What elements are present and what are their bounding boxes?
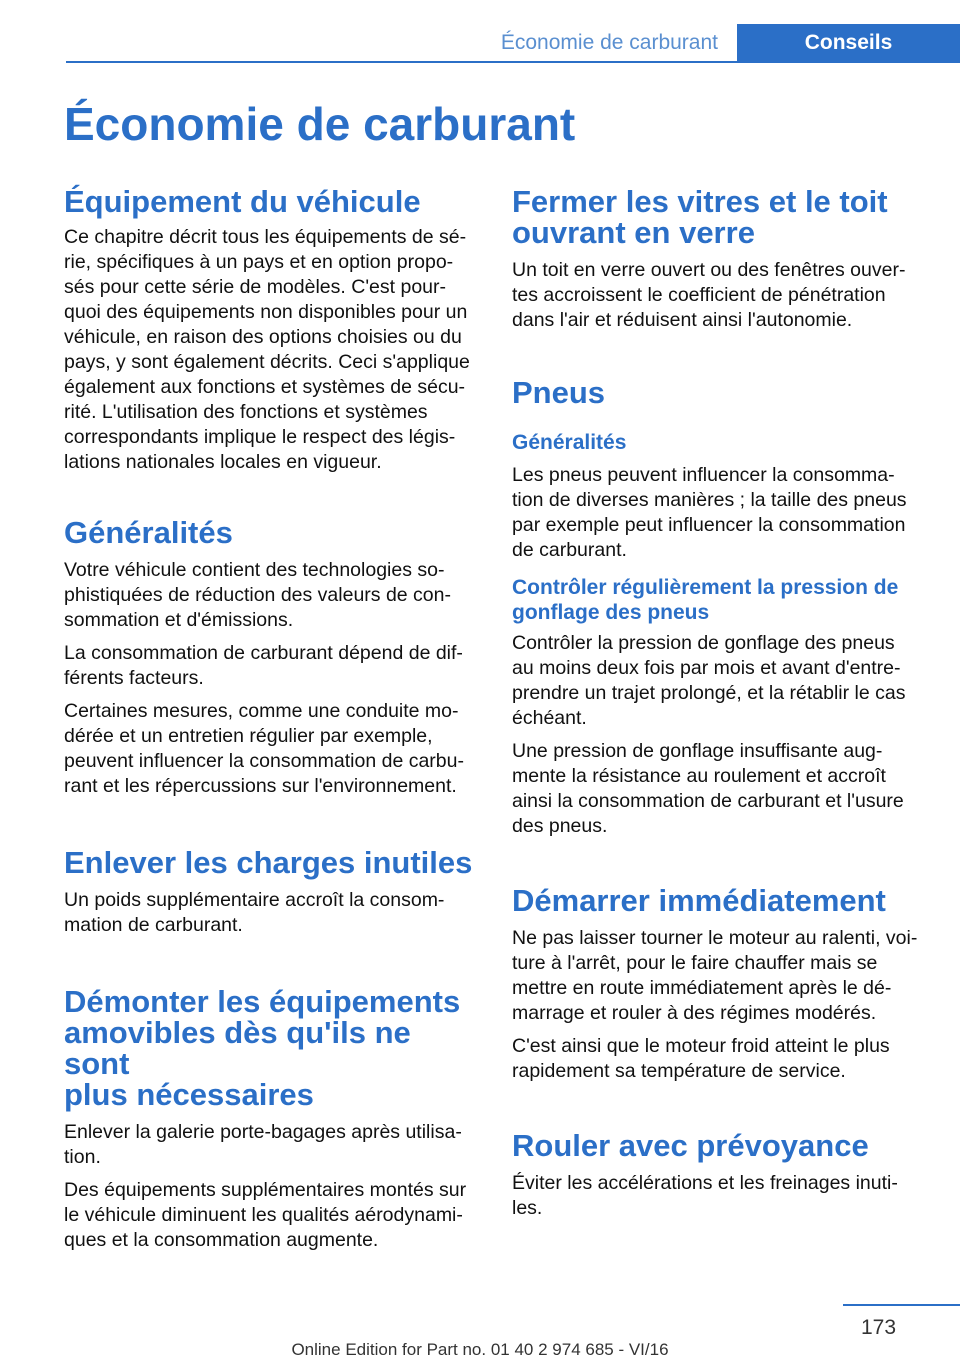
- body-text-line: au moins deux fois par mois et avant d'entre‐: [512, 657, 901, 679]
- header-chapter-tab: Conseils: [737, 24, 960, 62]
- body-text-line: Votre véhicule contient des technologies so‐: [64, 559, 445, 581]
- section-heading: Équipement du véhicule: [64, 184, 421, 219]
- body-text-line: Certaines mesures, comme une conduite mo‐: [64, 700, 459, 722]
- body-text-line: Un toit en verre ouvert ou des fenêtres ouver‐: [512, 259, 906, 281]
- right-column: [512, 180, 927, 1221]
- subsection-heading: Contrôler régulièrement la pression de: [512, 576, 899, 599]
- body-text-line: mente la résistance au roulement et accroît: [512, 765, 886, 787]
- section-heading: Généralités: [64, 515, 233, 550]
- body-text-line: de carburant.: [512, 539, 627, 561]
- body-text-line: ainsi la consommation de carburant et l'usure: [512, 790, 904, 812]
- body-text-line: Un poids supplémentaire accroît la consom‐: [64, 889, 445, 911]
- body-text-line: pays, y sont également décrits. Ceci s'applique: [64, 351, 470, 373]
- body-text-line: Ce chapitre décrit tous les équipements de sé‐: [64, 226, 467, 248]
- body-text-line: ture à l'arrêt, pour le faire chauffer mais se: [512, 952, 878, 974]
- header-rule: [66, 61, 960, 63]
- section-heading: Enlever les charges inutiles: [64, 845, 473, 880]
- section-heading: amovibles dès qu'ils ne sont: [64, 1015, 411, 1081]
- body-text-line: peuvent influencer la consommation de carbu‐: [64, 750, 464, 772]
- body-text-line: férents facteurs.: [64, 667, 204, 689]
- body-text-line: tes accroissent le coefficient de pénétration: [512, 284, 886, 306]
- section-heading: ouvrant en verre: [512, 215, 755, 250]
- body-text-line: Enlever la galerie porte-bagages après utilisa‐: [64, 1121, 462, 1143]
- body-text-line: Éviter les accélérations et les freinages inuti‐: [512, 1172, 898, 1194]
- body-text-line: également aux fonctions et systèmes de sécu‐: [64, 376, 466, 398]
- body-text-line: par exemple peut influencer la consommation: [512, 514, 906, 536]
- body-text-line: ques et la consommation augmente.: [64, 1229, 379, 1251]
- section-heading: Pneus: [512, 375, 606, 410]
- body-text-line: les.: [512, 1197, 543, 1219]
- page-title: Économie de carburant: [64, 98, 576, 150]
- body-text-line: mettre en route immédiatement après le dé‐: [512, 977, 892, 999]
- section-heading: Fermer les vitres et le toit: [512, 184, 888, 219]
- page-number: 173: [861, 1316, 897, 1339]
- body-text-line: marrage et rouler à des régimes modérés.: [512, 1002, 877, 1024]
- body-text-line: véhicule, en raison des options choisies ou du: [64, 326, 462, 348]
- body-text-line: rant et les répercussions sur l'environnement.: [64, 775, 457, 797]
- body-text-line: rapidement sa température de service.: [512, 1060, 846, 1082]
- section-heading: plus nécessaires: [64, 1077, 314, 1112]
- page-header: [0, 0, 960, 62]
- subsection-heading: gonflage des pneus: [512, 601, 710, 624]
- body-text-line: phistiquées de réduction des valeurs de con‐: [64, 584, 451, 606]
- left-column: [64, 180, 479, 1253]
- body-text-line: C'est ainsi que le moteur froid atteint le plus: [512, 1035, 890, 1057]
- body-text-line: prendre un trajet prolongé, et la rétablir le cas: [512, 682, 906, 704]
- body-text-line: mation de carburant.: [64, 914, 243, 936]
- body-text-line: des pneus.: [512, 815, 608, 837]
- body-text-line: quoi des équipements non disponibles pour un: [64, 301, 468, 323]
- edition-note: Online Edition for Part no. 01 40 2 974 685 - VI/16: [291, 1340, 669, 1359]
- section-heading: Démarrer immédiatement: [512, 883, 886, 918]
- body-text-line: échéant.: [512, 707, 587, 729]
- body-text-line: rie, spécifiques à un pays et en option propo‐: [64, 251, 454, 273]
- body-text-line: lations nationales locales en vigueur.: [64, 451, 382, 473]
- body-text-line: tion.: [64, 1146, 101, 1168]
- body-text-line: sommation et d'émissions.: [64, 609, 294, 631]
- body-text-line: le véhicule diminuent les qualités aérodynami‐: [64, 1204, 463, 1226]
- footer-rule: [843, 1304, 960, 1306]
- section-heading: Démonter les équipements: [64, 984, 461, 1019]
- body-text-line: tion de diverses manières ; la taille des pneus: [512, 489, 907, 511]
- header-section-title: Économie de carburant: [500, 31, 718, 54]
- body-text-line: La consommation de carburant dépend de dif‐: [64, 642, 463, 664]
- body-text-line: dérée et un entretien régulier par exemple,: [64, 725, 433, 747]
- body-text-line: Contrôler la pression de gonflage des pneus: [512, 632, 895, 654]
- body-text-line: rité. L'utilisation des fonctions et systèmes: [64, 401, 428, 423]
- body-text-line: Une pression de gonflage insuffisante aug‐: [512, 740, 883, 762]
- subsection-heading: Généralités: [512, 431, 627, 454]
- section-heading: Rouler avec prévoyance: [512, 1128, 869, 1163]
- body-text-line: Des équipements supplémentaires montés sur: [64, 1179, 467, 1201]
- body-text-line: correspondants implique le respect des légis‐: [64, 426, 456, 448]
- body-text-line: sés pour cette série de modèles. C'est pour‐: [64, 276, 446, 298]
- body-text-line: Les pneus peuvent influencer la consomma‐: [512, 464, 895, 486]
- body-text-line: dans l'air et réduisent ainsi l'autonomie.: [512, 309, 853, 331]
- body-text-line: Ne pas laisser tourner le moteur au ralenti, voi‐: [512, 927, 918, 949]
